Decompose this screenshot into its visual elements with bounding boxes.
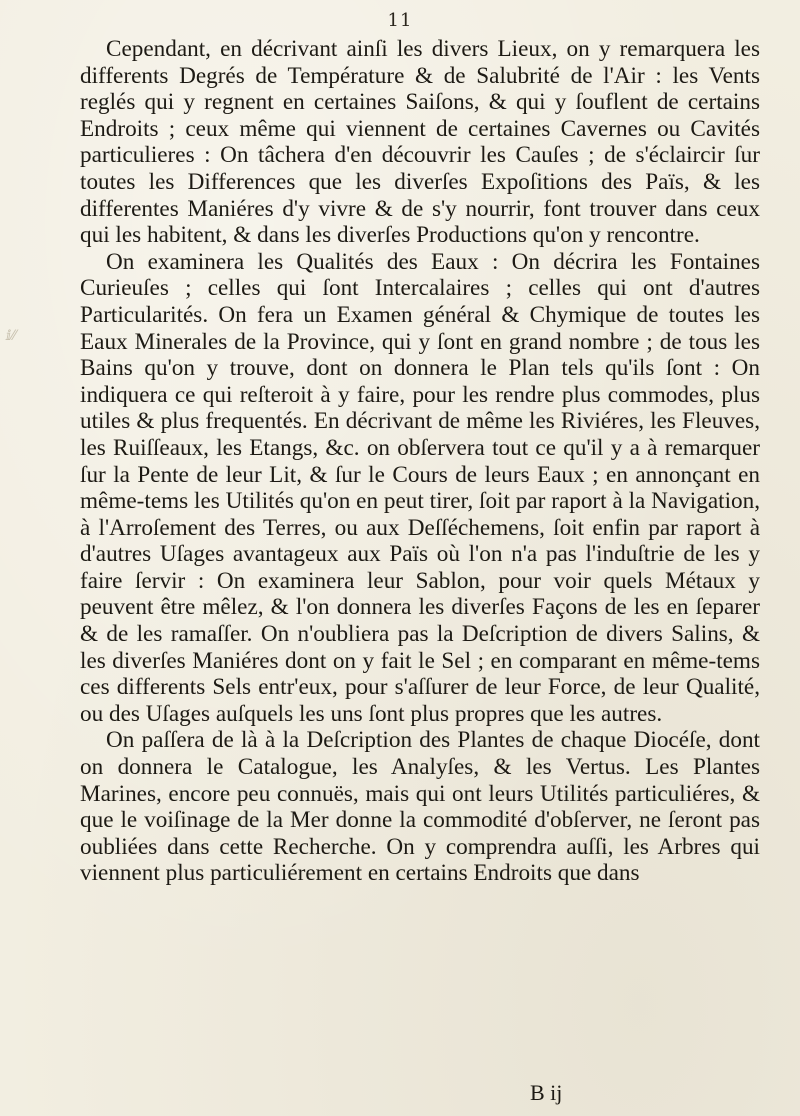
paragraph-climate: Cependant, en décrivant ainſi les divers Lieux, on y remarquera les differents Degrés de Température & de Salubrité de l'Air : les Vents reglés qui y regnent en certaines Saiſons, & qui y ſouflent de certains Endroits ; ceux même qui viennent de certaines Cavernes ou Cavités particulieres : On tâchera d'en découvrir les Cauſes ; de s'éclaircir ſur toutes les Differences que les diverſes Expoſitions des Païs, & les differentes Maniéres d'y vivre & de s'y nourrir, font trouver dans ceux qui les habitent, & dans les diverſes Productions qu'on y rencontre. [80,36,760,249]
body-text [80,36,760,887]
paragraph-waters: On examinera les Qualités des Eaux : On décrira les Fontaines Curieuſes ; celles qui ſont Intercalaires ; celles qui ont d'autres Particularités. On fera un Examen général & Chymique de toutes les Eaux Minerales de la Province, qui y ſont en grand nombre ; de tous les Bains qu'on y trouve, dont on donnera le Plan tels qu'ils ſont : On indiquera ce qui reſteroit à y faire, pour les rendre plus commodes, plus utiles & plus frequentés. En décrivant de même les Riviéres, les Fleuves, les Ruiſſeaux, les Etangs, &c. on obſervera tout ce qu'il y a à remarquer ſur la Pente de leur Lit, & ſur le Cours de leurs Eaux ; en annonçant en même-tems les Utilités qu'on en peut tirer, ſoit par raport à la Navigation, à l'Arroſement des Terres, ou aux Deſſéchemens, ſoit enfin par raport à d'autres Uſages avantageux aux Païs où l'on n'a pas l'induſtrie de les y faire ſervir : On examinera leur Sablon, pour voir quels Métaux y peuvent être mêlez, & l'on donnera les diverſes Façons de les en ſeparer & de les ramaſſer. On n'oubliera pas la Deſcription de divers Salins, & les diverſes Maniéres dont on y fait le Sel ; en comparant en même-tems ces differents Sels entr'eux, pour s'aſſurer de leur Force, de leur Qualité, ou des Uſages auſquels les uns ſont plus propres que les autres. [80,248,760,727]
signature-mark: B ij [530,1080,563,1105]
page-number: 11 [387,10,413,31]
margin-bleed-mark: ⅈ⁄⁄ [6,328,16,344]
paragraph-plants: On paſſera de là à la Deſcription des Plantes de chaque Diocéſe, dont on donnera le Catalogue, les Analyſes, & les Vertus. Les Plantes Marines, encore peu connuës, mais qui ont leurs Utilités particuliéres, & que le voiſinage de la Mer donne la commodité d'obſerver, ne ſeront pas oubliées dans cette Recherche. On y comprendra auſſi, les Arbres qui viennent plus particuliérement en certains Endroits que dans [80,727,760,887]
